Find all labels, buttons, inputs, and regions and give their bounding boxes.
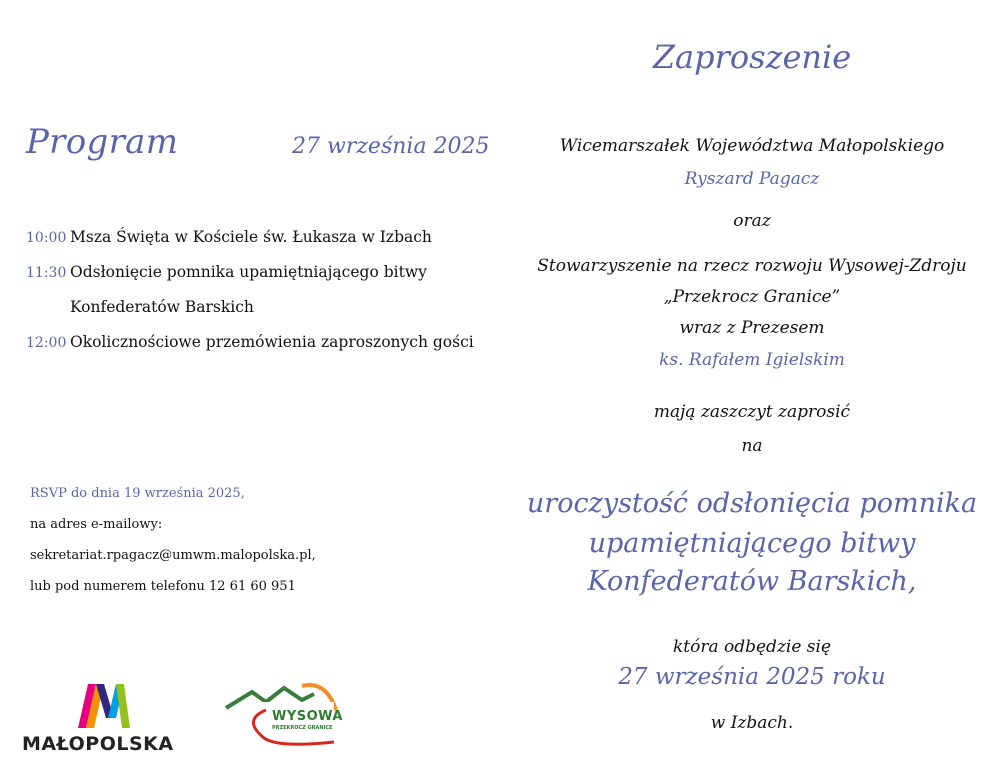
event-line-2: upamiętniającego bitwy — [588, 528, 916, 559]
host2-with: wraz z Prezesem — [679, 318, 825, 338]
host1-role: Wicemarszałek Województwa Małopolskiego — [559, 136, 945, 156]
rsvp-deadline: RSVP do dnia 19 września 2025, — [30, 486, 245, 501]
rsvp-phone: lub pod numerem telefonu 12 61 60 951 — [30, 579, 296, 594]
conjunction-and: oraz — [733, 211, 771, 231]
schedule-time: 11:30 — [26, 265, 67, 281]
host1-name: Ryszard Pagacz — [684, 169, 820, 189]
rsvp-email[interactable]: sekretariat.rpagacz@umwm.malopolska.pl, — [30, 548, 316, 563]
schedule-item — [26, 263, 496, 298]
malopolska-m-mark-icon — [70, 678, 180, 732]
program-date: 27 września 2025 — [292, 134, 490, 159]
invitation-title: Zaproszenie — [652, 38, 852, 76]
invite-line: mają zaszczyt zaprosić — [653, 402, 851, 422]
schedule-item — [26, 333, 496, 368]
schedule-text: Okolicznościowe przemówienia zaproszonych gości — [70, 333, 474, 351]
wysowa-logo — [222, 676, 342, 756]
malopolska-wordmark: MAŁOPOLSKA — [22, 733, 174, 755]
event-date: 27 września 2025 roku — [618, 664, 886, 690]
event-place: w Izbach. — [710, 713, 794, 733]
invite-to: na — [741, 436, 763, 456]
malopolska-logo — [22, 678, 182, 758]
event-line-1: uroczystość odsłonięcia pomnika — [526, 488, 978, 519]
event-which: która odbędzie się — [672, 637, 832, 657]
schedule-item — [26, 298, 496, 333]
program-schedule — [26, 228, 496, 368]
schedule-item — [26, 228, 496, 263]
rsvp-block — [30, 478, 316, 602]
invitation-panel — [510, 0, 994, 774]
host2-president: ks. Rafałem Igielskim — [659, 350, 845, 370]
wysowa-wordmark: WYSOWA — [272, 709, 343, 724]
host2-name: „Przekrocz Granice” — [663, 287, 841, 307]
schedule-time: 12:00 — [26, 335, 67, 351]
event-line-3: Konfederatów Barskich, — [587, 566, 917, 597]
schedule-text: Msza Święta w Kościele św. Łukasza w Izbach — [70, 228, 432, 246]
host2-organization: Stowarzyszenie na rzecz rozwoju Wysowej-Zdroju — [537, 256, 967, 276]
schedule-time: 10:00 — [26, 230, 67, 246]
schedule-text: Odsłonięcie pomnika upamiętniającego bitwy — [70, 263, 427, 281]
wysowa-tagline: PRZEKROCZ GRANICE — [272, 725, 333, 731]
schedule-text: Konfederatów Barskich — [70, 298, 254, 316]
rsvp-email-label: na adres e-mailowy: — [30, 517, 163, 532]
program-title: Program — [26, 122, 179, 162]
